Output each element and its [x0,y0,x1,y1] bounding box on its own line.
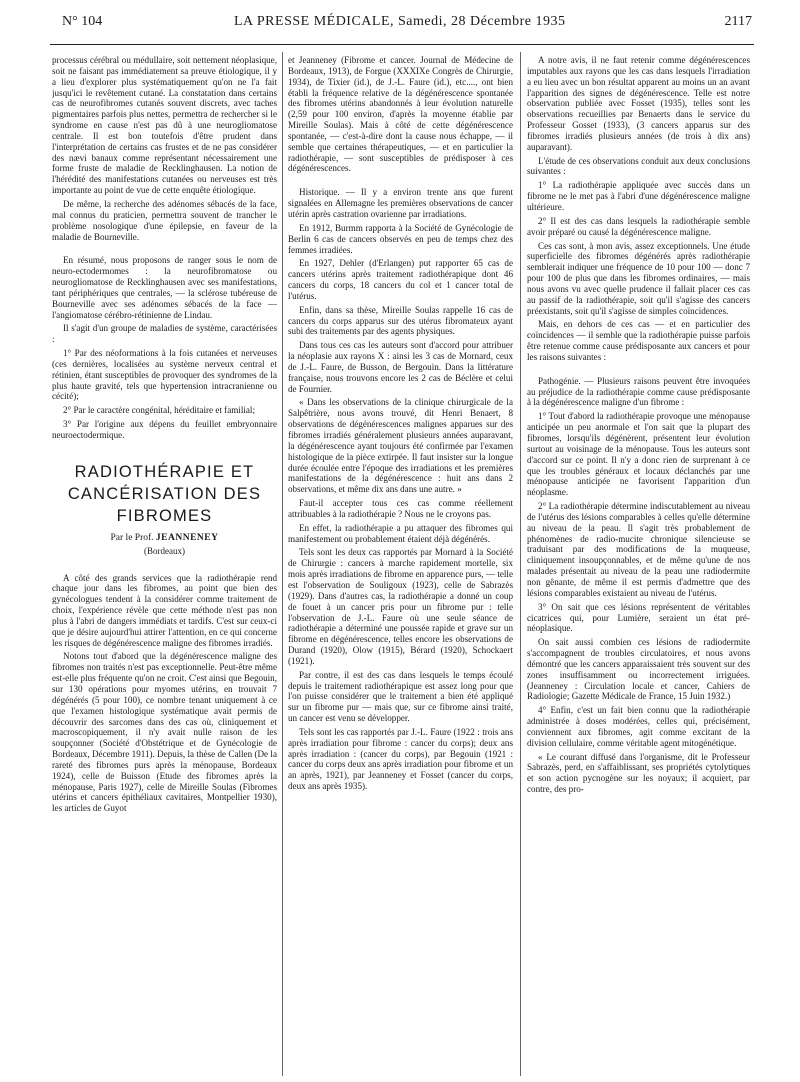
column-separator [520,52,521,1076]
paragraph: processus cérébral ou médullaire, soit nettement néoplasique, soit ne faisant pas immédiatement sa preuve étiologique, il y a lieu d'explorer plus systématiquement qu'on ne l'a fait jusqu'ici le revêtement cutané. La constatation dans certains cas de neurofibromes cutanés souvent discrets, avec taches pigmentaires parfois plus nettes, permettra de rechercher si le syndrome en cause n'est pas dû à une neurogliomatose centrale. Il est bon toutefois d'être prudent dans l'interprétation de certains cas frustes et de ne pas considérer des nævi banaux comme représentant nécessairement une forme fruste de maladie de Recklinghausen. La notion de l'hérédité des manifestations cutanées ou nerveuses est très importante au point de vue de cette enquête étiologique. [52,55,277,196]
paragraph: Pathogénie. — Plusieurs raisons peuvent être invoquées au préjudice de la radiothérapie comme cause prédisposante à la dégénérescence maligne d'un fibrome : [527,375,750,408]
paragraph: Il s'agit d'un groupe de maladies de système, caractérisées : [52,323,277,345]
column-3 [527,55,750,1075]
paragraph: « Le courant diffusé dans l'organisme, dit le Professeur Sabrazès, perd, en s'affaiblissant, ses propriétés cytolytiques et son action pycnogène sur les noyaux; il acquiert, par contre, des pro- [527,751,750,795]
paragraph: Par contre, il est des cas dans lesquels le temps écoulé depuis le traitement radiothérapique est assez long pour que l'on puisse considérer que le traitement a bien été appliqué sur un fibrome pur — mais que, sur ce fibrome ainsi traité, un cancer est venu se développer. [288,669,513,724]
paragraph: 1° Par des néoformations à la fois cutanées et nerveuses (ces dernières, localisées au système nerveux central et rétinien, étant susceptibles de provoquer des syndromes de la plus haute gravité, tels que hypertension intracranienne ou cécité); [52,348,277,402]
byline-prefix: Par le Prof. [110,532,154,543]
paragraph: 3° Par l'origine aux dépens du feuillet embryonnaire neuroectodermique. [52,419,277,440]
paragraph: et Jeanneney (Fibrome et cancer. Journal de Médecine de Bordeaux, 1913), de Forgue (XXXIXe Congrès de Chirurgie, 1934), de Tixier (id.), de J.-L. Faure (id.), etc...., ont bien établi la fréquence relative de la dégénérescence spontanée des fibromes utérins abandonnés à leur évolution naturelle (2,59 pour 100 environ, d'après la moyenne établie par Mireille Soulas). Mais à côté de cette dégénérescence spontanée, — c'est-à-dire dont la cause nous échappe, — il semble que certaines thérapeutiques, — et en particulier la radiothérapie, — sont susceptibles de prédisposer à ces dégénérescences. [288,55,513,174]
paragraph: « Dans les observations de la clinique chirurgicale de la Salpêtrière, nous avons trouvé, dit Henri Benaert, 8 observations de dégénérescences malignes apparues sur des fibromes irradiés généralement plusieurs années auparavant, la dégénérescence ayant toujours été confirmée par l'examen histologique de la pièce extirpée. Il faut insister sur la longue durée écoulée entre l'époque des irradiations et les premières manifestations de la dégénérescence : huit ans dans 2 observations, et même dix ans dans une autre. » [288,397,513,495]
paragraph: Mais, en dehors de ces cas — et en particulier des coïncidences — il semble que la radiothérapie puisse parfois être retenue comme cause prédisposante aux cancers et pour les raisons suivantes : [527,319,750,362]
paragraph: On sait aussi combien ces lésions de radiodermite s'accompagnent de troubles circulatoires, et nous avons démontré que les cancers apparaissaient très souvent sur des zones insuffisamment ou incorrectement irriguées. (Jeanneney : Circulation locale et cancer, Cahiers de Radiologie; Gazette Médicale de France, 15 Juin 1932.) [527,637,750,702]
paragraph: Enfin, dans sa thèse, Mireille Soulas rappelle 16 cas de cancers du corps apparus sur des utérus fibromateux ayant subi des traitements par des agents physiques. [288,304,513,337]
page-header [62,14,752,36]
author-name: JEANNENEY [155,532,219,543]
column-2 [288,55,513,1075]
paragraph: 3° On sait que ces lésions représentent de véritables cicatrices qui, pour Lumière, seraient un état pré-néoplasique. [527,601,750,634]
paragraph: 1° La radiothérapie appliquée avec succès dans un fibrome ne le met pas à l'abri d'une dégénérescence maligne ultérieure. [527,180,750,212]
paragraph: L'étude de ces observations conduit aux deux conclusions suivantes : [527,155,750,177]
paragraph: En 1927, Dehler (d'Erlangen) put rapporter 65 cas de cancers utérins après traitement radiothérapique dont 46 cancers du corps, 18 cancers du col et 1 cancer total de l'utérus. [288,258,513,301]
paragraph: A notre avis, il ne faut retenir comme dégénérescences imputables aux rayons que les cas dans lesquels l'irradiation a eu lieu avec un bon résultat apparent au moins un an avant l'apparition des signes de dégénérescence. Telle est notre observation publiée avec Fosset (1935), telles sont les observations recueillies par Benaerts dans le service du Professeur Gosset (1933), (3 cancers apparus sur des fibromes irradiés plusieurs années (de trois à dix ans) auparavant). [527,55,750,152]
paragraph: Historique. — Il y a environ trente ans que furent signalées en Allemagne les premières observations de cancer utérin après castration ovarienne par irradiations. [288,187,513,219]
paragraph: En effet, la radiothérapie a pu attaquer des fibromes qui manifestement ou probablement étaient déjà dégénérés. [288,522,513,544]
journal-title: LA PRESSE MÉDICALE, Samedi, 28 Décembre 1935 [234,14,566,29]
page-number: 2117 [724,14,752,29]
paragraph: 2° La radiothérapie détermine indiscutablement au niveau de l'utérus des lésions comparables à celles qu'elle détermine au niveau de la peau. Il s'agit très probablement de phénomènes de radio-mucite chronique silencieuse se traduisant par des modifications de la muqueuse, cliniquement insoupçonnables, et de même qu'une de nos malades présentait au niveau de la peau une radiodermite non gênante, de même il est permis d'admettre que des lésions comparables existaient au niveau de l'utérus. [527,501,750,598]
paragraph: 2° Par le caractère congénital, héréditaire et familial; [63,405,255,416]
header-rule [50,44,754,45]
column-separator [282,52,283,1076]
issue-number: N° 104 [62,14,103,29]
affiliation: (Bordeaux) [144,545,185,556]
paragraph: 1° Tout d'abord la radiothérapie provoque une ménopause anticipée un peu anormale et l'on sait que la plupart des fibromes, lorsqu'ils dégénèrent, présentent leur évolution surtout au voisinage de la ménopause. Tous les auteurs sont d'accord sur ce point. Il n'y a donc rien de surprenant à ce que les troubles généraux et locaux déclanchés par une ménopause anticipée ne favorisent l'apparition d'un néoplasme. [527,411,750,498]
paragraph: Faut-il accepter tous ces cas comme réellement attribuables à la radiothérapie ? Nous ne le croyons pas. [288,498,513,519]
paragraph: Dans tous ces cas les auteurs sont d'accord pour attribuer la néoplasie aux rayons X : ainsi les 3 cas de Mornard, ceux de J.-L. Faure, de Busson, de Bergouin. Dans la littérature française, nous trouvons encore les 2 cas de Béclère et celui de Fournier. [288,340,513,394]
byline [52,533,277,544]
paragraph: Tels sont les deux cas rapportés par Mornard à la Société de Chirurgie : cancers à marche rapidement mortelle, six mois après irradiations de fibrome en apparence purs, — telle est l'observation de Souligoux (1923), celle de Sabrazès (1929). Dans d'autres cas, la radiothérapie a donné un coup de fouet à un cancer pris pour un fibrome pur : telle l'observation de J.-L. Faure où une seule séance de radiothérapie a déterminé une poussée rapide et grave sur un fibrome en dégénérescence, telles encore les observations de Durand (1920), Olow (1915), Bérard (1920), Schockaert (1921). [288,547,513,666]
paragraph: Ces cas sont, à mon avis, assez exceptionnels. Une étude superficielle des fibromes dégénérés après radiothérapie semblerait indiquer une fréquence de 10 pour 100 — donc 7 pour 100 de plus que dans les fibromes ordinaires, — mais nous avons vu avec quelle prudence il fallait placer ces cas au passif de la radiothérapie, soit qu'il s'agisse des cancers préexistants, soit qu'il s'agisse de simples coïncidences. [527,240,750,316]
paragraph: De même, la recherche des adénomes sébacés de la face, mal connus du praticien, permettra souvent de trancher le problème nosologique d'une épilepsie, en faveur de la maladie de Bourneville. [52,198,277,242]
paragraph: 4° Enfin, c'est un fait bien connu que la radiothérapie administrée à doses modérées, celles qui, précisément, conviennent aux fibromes, agit comme excitant de la division cellulaire, comme véritable agent mitogénétique. [527,705,750,748]
paragraph: Notons tout d'abord que la dégénérescence maligne des fibromes non traités n'est pas exceptionnelle. Peut-être même est-elle plus fréquente qu'on ne croit. C'est ainsi que Begouin, sur 130 opérations pour myomes utérins, en trouvait 7 dégénérés (5 pour 100), ce nombre tenant uniquement à ce que l'examen histologique systématique avait permis de découvrir des sarcomes dans des cas où, cliniquement et macroscopiquement, il n'y avait nulle raison de les soupçonner (Société d'Obstétrique et de Gynécologie de Bordeaux, Décembre 1911). Depuis, la thèse de Callen (De la rareté des fibromes purs après la ménopause, Bordeaux 1924), celle de Buisson (Etude des fibromes après la ménopause, Paris 1927), celle de Mireille Soulas (Fibromes utérins et cancers épithéliaux cavitaires, Montpellier 1930), les articles de Guyot [52,651,277,814]
paragraph: Tels sont les cas rapportés par J.-L. Faure (1922 : trois ans après irradiation pour fibrome : cancer du corps); deux ans après irradiation : (cancer du corps), par Begouin (1921 : cancer du corps deux ans après irradiation pour fibrome et un an après, 1921), par Jeanneney et Fosset (cancer du corps, deux ans après 1935). [288,726,513,792]
article-headline: RADIOTHÉRAPIE ET CANCÉRISATION DES FIBROMES [67,462,262,525]
column-1 [52,55,277,1075]
paragraph: 2° Il est des cas dans lesquels la radiothérapie semble avoir préparé ou causé la dégénérescence maligne. [527,215,750,237]
paragraph: A côté des grands services que la radiothérapie rend chaque jour dans les fibromes, au point que bien des gynécologues tendent à la considérer comme traitement de choix, l'expérience révèle que cette méthode n'est pas non plus à l'abri de dangers immédiats et tardifs. C'est sur ceux-ci que je désire aujourd'hui attirer l'attention, en ce qui concerne les risques de dégénérescence maligne des fibromes irradiés. [52,572,277,648]
paragraph: En 1912, Burmm rapporta à la Société de Gynécologie de Berlin 6 cas de cancers observés en peu de temps chez des femmes irradiées. [288,222,513,255]
paragraph: En résumé, nous proposons de ranger sous le nom de neuro-ectodermomes : la neurofibromatose ou neurogliomatose de Recklinghausen avec ses manifestations, tant périphériques que centrales, — la sclérose tubéreuse de Bourneville avec ses adénomes sébacés de la face — l'angiomatose cérébro-rétinienne de Lindau. [52,255,277,320]
